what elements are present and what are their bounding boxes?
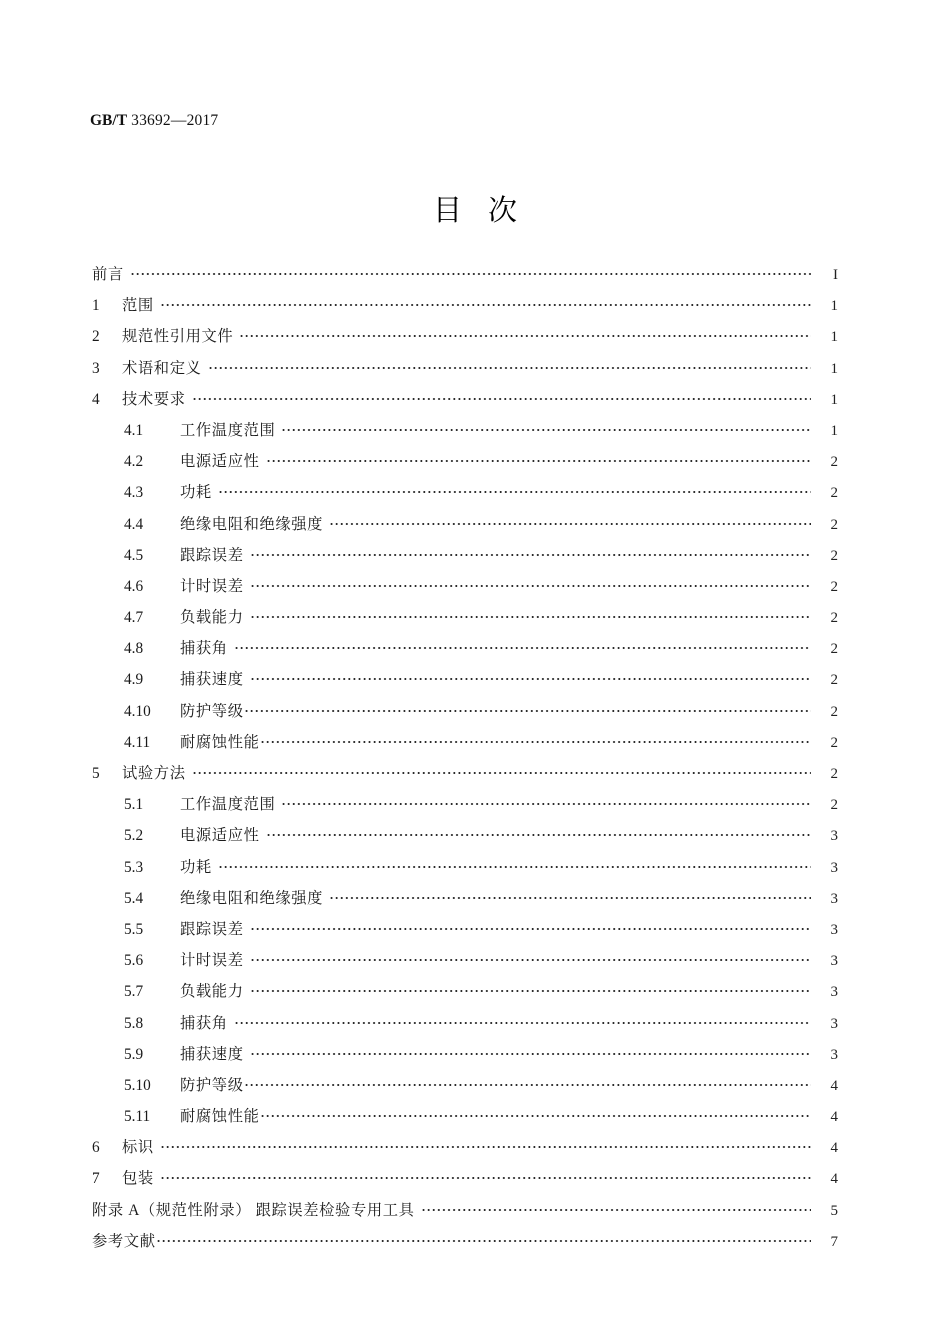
toc-entry[interactable]	[92, 667, 838, 698]
toc-leader-dots	[218, 482, 811, 497]
table-of-contents	[92, 262, 838, 1260]
toc-entry[interactable]	[92, 480, 838, 511]
toc-entry-label: 试验方法	[122, 765, 186, 782]
toc-entry-label: 功耗	[180, 858, 212, 876]
toc-entry-page-number: 4	[830, 1140, 838, 1157]
toc-entry-label: 耐腐蚀性能	[180, 733, 260, 751]
standard-prefix: GB/T	[90, 112, 128, 129]
toc-entry[interactable]	[92, 636, 838, 667]
toc-entry-page-number: 2	[830, 766, 838, 782]
toc-leader-dots	[250, 544, 811, 559]
toc-entry-label: 标识	[122, 1139, 154, 1157]
toc-entry-label: 工作温度范围	[180, 796, 276, 814]
toc-leader-dots	[160, 1137, 811, 1152]
toc-entry[interactable]	[92, 512, 838, 543]
toc-entry-number: 4.6	[124, 577, 144, 595]
toc-leader-dots	[218, 856, 811, 871]
toc-entry-label: 捕获角	[180, 640, 228, 658]
toc-entry[interactable]	[92, 387, 838, 418]
toc-leader-dots	[250, 1043, 811, 1058]
toc-entry-page-number: 2	[830, 797, 838, 814]
toc-entry-label: 技术要求	[122, 390, 186, 408]
toc-entry[interactable]	[92, 761, 838, 792]
toc-entry-label: 负载能力	[180, 609, 244, 627]
toc-entry-number: 4.3	[124, 484, 144, 502]
toc-entry-number: 4.2	[124, 453, 144, 471]
toc-leader-dots	[260, 732, 812, 747]
toc-leader-dots	[266, 451, 812, 466]
page-title: 目次	[432, 195, 543, 227]
toc-entry-number: 5.2	[124, 827, 144, 845]
toc-entry-number: 5.11	[124, 1108, 151, 1126]
toc-entry[interactable]	[92, 823, 838, 854]
toc-leader-dots	[234, 1012, 811, 1027]
toc-entry[interactable]	[92, 356, 838, 387]
toc-entry-number: 5.10	[124, 1076, 151, 1094]
toc-entry[interactable]	[92, 699, 838, 730]
toc-entry-page-number: 2	[830, 703, 838, 720]
toc-leader-dots	[281, 420, 811, 435]
toc-entry-page-number: 5	[830, 1202, 838, 1219]
toc-entry-number: 4.9	[124, 671, 144, 689]
toc-leader-dots	[281, 794, 811, 809]
toc-entry[interactable]	[92, 574, 838, 605]
toc-entry-label: 捕获速度	[180, 1045, 244, 1063]
toc-entry-number: 1	[92, 297, 100, 315]
toc-entry-label: 电源适应性	[180, 827, 260, 845]
toc-entry-page-number: 1	[830, 360, 838, 377]
toc-entry[interactable]	[92, 1229, 838, 1260]
toc-entry-page-number: 4	[830, 1077, 838, 1094]
toc-leader-dots	[250, 919, 811, 934]
toc-entry-number: 4.8	[124, 640, 144, 658]
standard-number-header	[90, 112, 218, 130]
toc-entry[interactable]	[92, 543, 838, 574]
toc-leader-dots	[260, 1106, 812, 1121]
toc-entry-page-number: I	[833, 267, 838, 283]
toc-entry-page-number: 3	[830, 921, 838, 938]
toc-leader-dots	[239, 326, 811, 341]
toc-entry[interactable]	[92, 293, 838, 324]
toc-entry-number: 3	[92, 359, 100, 377]
toc-entry-label: 附录 A（规范性附录） 跟踪误差检验专用工具	[92, 1201, 415, 1219]
toc-entry-page-number: 2	[830, 578, 838, 595]
toc-entry-page-number: 2	[830, 485, 838, 502]
toc-entry[interactable]	[92, 886, 838, 917]
toc-entry-label: 计时误差	[180, 952, 244, 970]
toc-entry[interactable]	[92, 449, 838, 480]
toc-entry-label: 功耗	[180, 484, 212, 502]
toc-leader-dots	[250, 607, 811, 622]
toc-entry-page-number: 1	[830, 422, 838, 439]
toc-entry-label: 绝缘电阻和绝缘强度	[180, 889, 324, 907]
toc-entry-label: 规范性引用文件	[122, 328, 234, 346]
toc-entry-label: 捕获速度	[180, 671, 244, 689]
toc-entry[interactable]	[92, 792, 838, 823]
toc-leader-dots	[156, 1231, 811, 1246]
toc-entry-label: 前言	[92, 266, 124, 283]
toc-leader-dots	[130, 264, 811, 279]
toc-entry[interactable]	[92, 917, 838, 948]
toc-entry-label: 参考文献	[92, 1232, 156, 1250]
toc-entry-number: 4.5	[124, 546, 144, 564]
toc-entry-label: 捕获角	[180, 1014, 228, 1032]
toc-entry-page-number: 2	[830, 547, 838, 564]
toc-entry[interactable]	[92, 1042, 838, 1073]
toc-entry[interactable]	[92, 979, 838, 1010]
toc-entry-page-number: 3	[830, 1046, 838, 1063]
standard-number: 33692—2017	[131, 112, 219, 129]
toc-entry-number: 5	[92, 765, 100, 782]
toc-entry-page-number: 3	[830, 953, 838, 970]
toc-leader-dots	[421, 1199, 811, 1214]
toc-leader-dots	[250, 981, 811, 996]
toc-entry-label: 负载能力	[180, 983, 244, 1001]
toc-entry-page-number: 2	[830, 610, 838, 627]
toc-entry-label: 工作温度范围	[180, 421, 276, 439]
toc-entry-page-number: 1	[830, 329, 838, 346]
toc-entry-number: 5.7	[124, 983, 144, 1001]
toc-entry-number: 5.6	[124, 952, 144, 970]
toc-leader-dots	[250, 576, 811, 591]
toc-entry-label: 绝缘电阻和绝缘强度	[180, 515, 324, 533]
toc-entry-label: 包装	[122, 1170, 154, 1188]
toc-entry-page-number: 4	[830, 1109, 838, 1126]
toc-entry-page-number: 3	[830, 984, 838, 1001]
toc-entry-number: 5.5	[124, 920, 144, 938]
toc-entry-number: 5.3	[124, 858, 144, 876]
toc-entry-number: 7	[92, 1170, 100, 1188]
toc-entry[interactable]	[92, 1011, 838, 1042]
toc-entry[interactable]	[92, 1198, 838, 1229]
toc-entry-page-number: 3	[830, 1015, 838, 1032]
toc-entry[interactable]	[92, 1166, 838, 1197]
toc-leader-dots	[192, 388, 811, 403]
toc-entry[interactable]	[92, 948, 838, 979]
toc-entry-number: 5.4	[124, 889, 144, 907]
toc-entry[interactable]	[92, 262, 838, 293]
toc-entry-page-number: 3	[830, 859, 838, 876]
toc-entry-label: 耐腐蚀性能	[180, 1108, 260, 1126]
toc-leader-dots	[329, 887, 811, 902]
toc-entry[interactable]	[92, 605, 838, 636]
toc-entry-page-number: 7	[830, 1233, 838, 1250]
toc-entry[interactable]	[92, 730, 838, 761]
toc-entry-number: 5.9	[124, 1045, 144, 1063]
toc-entry-number: 5.1	[124, 796, 144, 814]
toc-entry-page-number: 2	[830, 672, 838, 689]
toc-entry[interactable]	[92, 1073, 838, 1104]
toc-leader-dots	[244, 700, 811, 715]
toc-leader-dots	[160, 295, 811, 310]
toc-entry-page-number: 1	[830, 391, 838, 408]
toc-leader-dots	[329, 513, 811, 528]
toc-entry-number: 4.7	[124, 609, 144, 627]
toc-leader-dots	[250, 950, 811, 965]
toc-entry[interactable]	[92, 324, 838, 355]
toc-entry-label: 跟踪误差	[180, 546, 244, 564]
toc-entry[interactable]	[92, 418, 838, 449]
toc-entry-label: 电源适应性	[180, 453, 260, 471]
toc-entry[interactable]	[92, 1104, 838, 1135]
toc-entry-page-number: 2	[830, 454, 838, 471]
toc-entry-label: 防护等级	[180, 702, 244, 720]
toc-leader-dots	[244, 1075, 811, 1090]
toc-leader-dots	[208, 357, 812, 372]
toc-entry-label: 范围	[122, 297, 154, 315]
toc-entry-page-number: 3	[830, 890, 838, 907]
toc-entry-number: 4.11	[124, 733, 151, 751]
toc-entry-page-number: 1	[830, 298, 838, 315]
toc-entry[interactable]	[92, 1135, 838, 1166]
toc-entry-page-number: 2	[830, 516, 838, 533]
toc-entry-number: 6	[92, 1139, 100, 1157]
toc-entry-page-number: 2	[830, 734, 838, 751]
toc-leader-dots	[160, 1168, 811, 1183]
toc-leader-dots	[192, 763, 811, 778]
toc-leader-dots	[266, 825, 812, 840]
toc-entry-label: 跟踪误差	[180, 920, 244, 938]
toc-entry-number: 5.8	[124, 1014, 144, 1032]
toc-entry-label: 术语和定义	[122, 359, 202, 377]
toc-entry-number: 2	[92, 328, 100, 346]
toc-entry-page-number: 4	[830, 1171, 838, 1188]
toc-leader-dots	[234, 638, 811, 653]
toc-entry-page-number: 3	[830, 828, 838, 845]
toc-entry-label: 防护等级	[180, 1076, 244, 1094]
toc-entry-page-number: 2	[830, 641, 838, 658]
toc-entry-number: 4.10	[124, 702, 151, 720]
toc-entry-number: 4.1	[124, 421, 144, 439]
toc-leader-dots	[250, 669, 811, 684]
toc-entry-label: 计时误差	[180, 577, 244, 595]
toc-entry-number: 4.4	[124, 515, 144, 533]
toc-entry-number: 4	[92, 390, 100, 408]
toc-entry[interactable]	[92, 855, 838, 886]
